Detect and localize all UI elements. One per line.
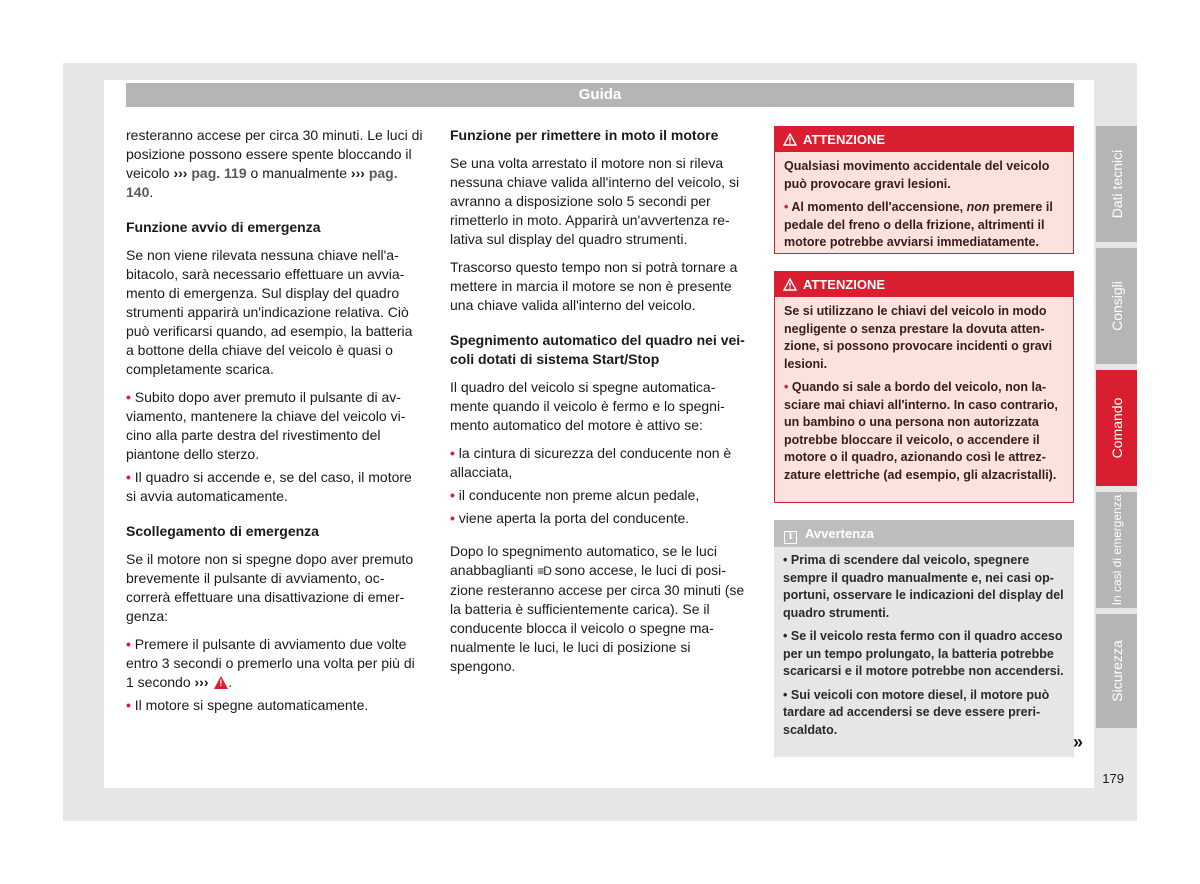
note-text: Sui veicoli con motore diesel, il motore può tardare ad accendersi se deve essere preriscaldato. bbox=[783, 687, 1050, 737]
note-text: Prima di scendere dal veicolo, spegnere sempre il quadro manualmente e, nei casi opportuni, osservare le indicazioni del display del quadro strumenti. bbox=[783, 553, 1064, 620]
paragraph-dopo-spegnimento bbox=[450, 542, 748, 676]
bullet-icon: • bbox=[126, 469, 135, 485]
link-page-119[interactable]: pag. 119 bbox=[191, 165, 247, 181]
tab-label: Consigli bbox=[1108, 281, 1125, 331]
tab-label: Dati tecnici bbox=[1108, 149, 1125, 219]
column-middle bbox=[450, 126, 748, 685]
paragraph-rimettere: Se una volta arrestato il motore non si rileva nessuna chiave valida all'interno del veicolo, si avranno a disposizione solo 5 secondi per rimetterlo in moto. Apparirà un'avvertenza relativa sul display del quadro strumenti. bbox=[450, 155, 740, 247]
bullet-item bbox=[450, 486, 748, 505]
warning-paragraph: Qualsiasi movimento accidentale del veicolo può provocare gravi lesioni. bbox=[784, 159, 1050, 191]
tab-consigli[interactable] bbox=[1096, 248, 1137, 364]
bullet-icon: • bbox=[126, 389, 135, 405]
heading-avvio-emergenza: Funzione avvio di emergenza bbox=[126, 219, 321, 235]
warning-text: Al momento dell'accensione, bbox=[791, 200, 967, 214]
tab-label: In casi di emergenza bbox=[1109, 494, 1124, 606]
bullet-text: il conducente non preme alcun pedale, bbox=[458, 487, 700, 503]
bullet-icon: • bbox=[450, 487, 459, 503]
note-text: Se il veicolo resta fermo con il quadro acceso per un tempo prolungato, la batteria potrebbe scaricarsi e il motore potrebbe non accendersi. bbox=[783, 629, 1064, 678]
warning-text: Quando si sale a bordo del veicolo, non lasciare mai chiavi all'interno. In caso contrario, un bambino o una persona non autorizzata potrebbe bloccare il veicolo, o accendere il motore o il quadro, azionando così le attrezzature elettriche (ad esempio, gli alzacristalli). bbox=[784, 380, 1058, 482]
note-header bbox=[774, 520, 1074, 547]
bullet-item bbox=[126, 696, 423, 715]
bullet-item bbox=[450, 509, 748, 528]
bullet-icon: • bbox=[450, 445, 459, 461]
heading-rimettere-in-moto: Funzione per rimettere in moto il motore bbox=[450, 127, 719, 143]
info-icon: i bbox=[784, 531, 797, 544]
section-header: Guida bbox=[126, 83, 1074, 107]
warning-triangle-icon bbox=[783, 278, 797, 291]
tab-sicurezza[interactable] bbox=[1096, 614, 1137, 728]
intro-end: . bbox=[149, 184, 154, 200]
warning-bullet bbox=[784, 379, 1063, 484]
bullet-item bbox=[450, 444, 748, 482]
heading-spegnimento-automatico: Spegnimento automatico del quadro nei veicoli dotati di sistema Start/Stop bbox=[450, 332, 745, 367]
bullet-icon: • bbox=[126, 697, 135, 713]
cross-ref-icon: ››› bbox=[194, 674, 209, 690]
paragraph-text-2: sono accese, le luci di posizione resteranno accese per circa 30 minuti (se la batteria è sufficientemente carica). Se il conducente blocca il veicolo o spegne manualmente le luci, le luci di posizione si spengono. bbox=[450, 562, 745, 674]
warning-text-2: premere il pedale del freno o della frizione, altrimenti il motore potrebbe avviarsi immediatamente. bbox=[784, 200, 1053, 249]
paragraph-avvio: Se non viene rilevata nessuna chiave nell'abitacolo, sarà necessario effettuare un avviamento di emergenza. Sul display del quadro strumenti apparirà un'indicazione relativa. Ciò può verificarsi quando, ad esempio, la batteria a bottone della chiave del veicolo è quasi o completamente scarica. bbox=[126, 247, 413, 377]
note-title: Avvertenza bbox=[805, 526, 874, 541]
page-number: 179 bbox=[1102, 771, 1124, 786]
warning-box-2 bbox=[774, 271, 1074, 503]
cross-ref-icon: ››› bbox=[173, 165, 188, 181]
bullet-item bbox=[126, 468, 423, 506]
low-beam-headlight-icon: ≡D bbox=[537, 564, 551, 578]
cross-ref-icon: ››› bbox=[350, 165, 365, 181]
tab-dati-tecnici[interactable] bbox=[1096, 126, 1137, 242]
tab-label: Sicurezza bbox=[1108, 640, 1125, 702]
intro-paragraph bbox=[126, 126, 423, 202]
bullet-icon: • bbox=[450, 510, 459, 526]
note-bullet: • Se il veicolo resta fermo con il quadro acceso per un tempo prolungato, la batteria potrebbe scaricarsi e il motore potrebbe non accendersi. bbox=[783, 629, 1064, 678]
warning-paragraph: Se si utilizzano le chiavi del veicolo in modo negligente o senza prestare la dovuta attenzione, si possono provocare incidenti o gravi lesioni. bbox=[784, 304, 1053, 371]
intro-text-2: o manualmente bbox=[246, 165, 351, 181]
warning-title: ATTENZIONE bbox=[803, 277, 886, 292]
bullet-icon: • bbox=[784, 380, 792, 394]
warning-header bbox=[775, 127, 1073, 152]
bullet-end: . bbox=[228, 674, 233, 690]
warning-bullet bbox=[784, 199, 1063, 252]
link-page-140[interactable]: pag. 140 bbox=[126, 165, 398, 200]
note-box bbox=[774, 520, 1074, 757]
warning-emphasis: non bbox=[966, 200, 990, 214]
bullet-icon: • bbox=[784, 200, 792, 214]
paragraph-scollegamento: Se il motore non si spegne dopo aver premuto brevemente il pulsante di avviamento, occorrerà effettuare una disattivazione di emergenza: bbox=[126, 551, 414, 624]
paragraph-trascorso: Trascorso questo tempo non si potrà tornare a mettere in marcia il motore se non è presente una chiave valida all'interno del veicolo. bbox=[450, 259, 738, 313]
tab-in-casi-di-emergenza[interactable] bbox=[1096, 492, 1137, 608]
paragraph-spegnimento: Il quadro del veicolo si spegne automaticamente quando il veicolo è fermo e lo spegnimento automatico del motore è attivo se: bbox=[450, 379, 725, 433]
bullet-text: Il quadro si accende e, se del caso, il motore si avvia automaticamente. bbox=[126, 469, 412, 504]
heading-scollegamento: Scollegamento di emergenza bbox=[126, 523, 319, 539]
warning-body bbox=[775, 297, 1073, 490]
bullet-icon: • bbox=[126, 636, 135, 652]
bullet-text: la cintura di sicurezza del conducente non è allacciata, bbox=[450, 445, 732, 480]
note-bullet: • Sui veicoli con motore diesel, il motore può tardare ad accendersi se deve essere preriscaldato. bbox=[783, 687, 1050, 737]
bullet-text: Premere il pulsante di avviamento due volte entro 3 secondi o premerlo una volta per più di 1 secondo bbox=[126, 636, 415, 690]
bullet-item bbox=[126, 388, 423, 464]
note-body bbox=[774, 547, 1074, 739]
bullet-text: Il motore si spegne automaticamente. bbox=[134, 697, 369, 713]
note-bullet: • Prima di scendere dal veicolo, spegnere sempre il quadro manualmente e, nei casi opportuni, osservare le indicazioni del display del quadro strumenti. bbox=[783, 553, 1064, 620]
warning-box-1 bbox=[774, 126, 1074, 254]
intro-text: resteranno accese per circa 30 minuti. Le luci di posizione possono essere spente bloccando il veicolo bbox=[126, 127, 423, 181]
continue-icon[interactable]: » bbox=[1073, 732, 1084, 752]
warning-title: ATTENZIONE bbox=[803, 132, 886, 147]
column-left bbox=[126, 126, 423, 719]
warning-triangle-icon bbox=[783, 133, 797, 146]
warning-body bbox=[775, 152, 1073, 258]
bullet-text: Subito dopo aver premuto il pulsante di avviamento, mantenere la chiave del veicolo vicino alla parte destra del rivestimento del piantone dello sterzo. bbox=[126, 389, 406, 462]
warning-triangle-icon[interactable] bbox=[214, 676, 228, 689]
tab-label: Comando bbox=[1108, 397, 1125, 459]
tab-comando[interactable] bbox=[1096, 370, 1137, 486]
warning-header bbox=[775, 272, 1073, 297]
bullet-text: viene aperta la porta del conducente. bbox=[458, 510, 690, 526]
bullet-item bbox=[126, 635, 423, 692]
paragraph-text: Dopo lo spegnimento automatico, se le luci anabbaglianti bbox=[450, 543, 717, 578]
